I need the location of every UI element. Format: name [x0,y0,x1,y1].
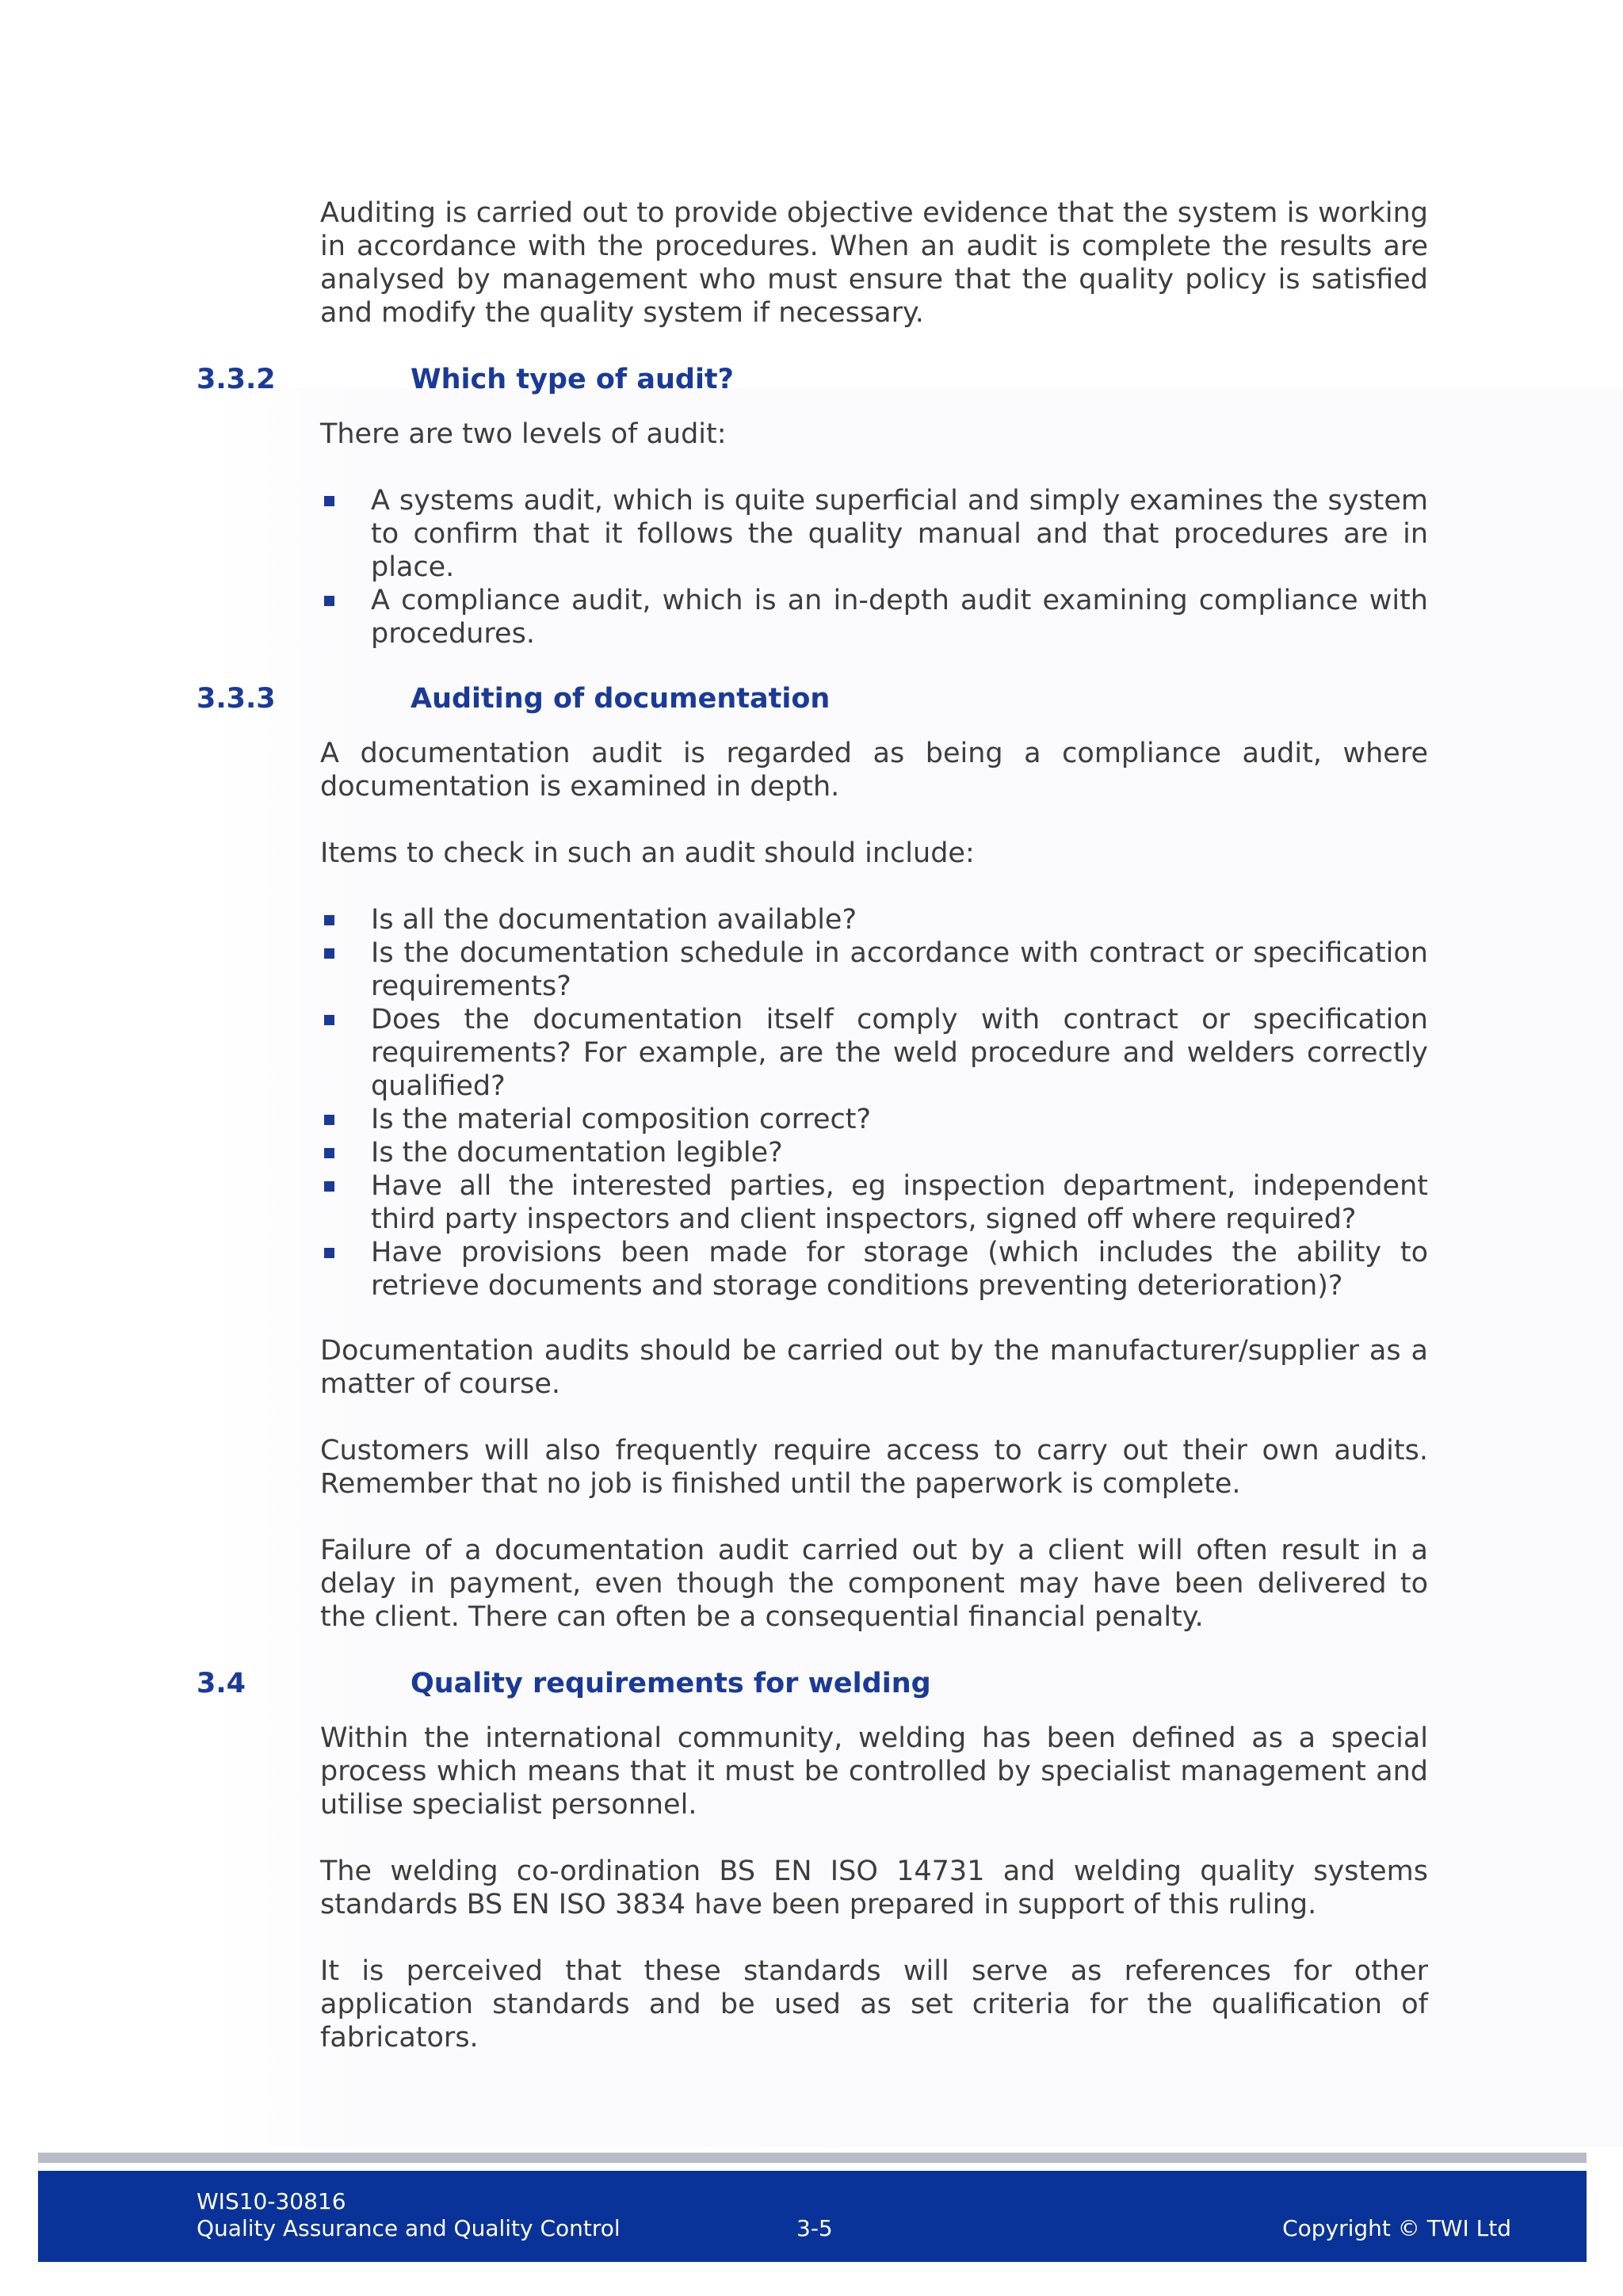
list-item: Does the documentation itself comply with contract or specification requirements? For example, are the weld procedure and welders correctly qualified? [320,1003,1428,1103]
footer-copyright: Copyright © TWI Ltd [1282,2215,1511,2241]
audit-levels-lead: There are two levels of audit: [320,418,727,450]
section-title: Which type of audit? [411,364,734,395]
items-to-check-lead: Items to check in such an audit should include: [320,837,975,869]
audit-levels-list [320,484,1428,650]
square-bullet-icon [324,915,334,925]
list-item: Have all the interested parties, eg inspection department, independent third party inspectors and client inspectors, signed off where required? [320,1169,1428,1236]
special-process-paragraph: Within the international community, welding has been defined as a special process which means that it must be controlled by specialist management and utilise specialist personnel. [320,1722,1428,1821]
footer-document-title: Quality Assurance and Quality Control [197,2215,621,2241]
section-number: 3.4 [197,1668,246,1699]
documentation-audit-paragraph: A documentation audit is regarded as being a compliance audit, where documentation is examined in depth. [320,738,1428,803]
footer-page-number: 3-5 [796,2215,833,2241]
list-item: Have provisions been made for storage (which includes the ability to retrieve documents and storage conditions preventing deterioration)? [320,1236,1428,1302]
footer-divider [38,2153,1587,2163]
list-item: A compliance audit, which is an in-depth audit examining compliance with procedures. [320,584,1428,650]
square-bullet-icon [324,1181,334,1192]
square-bullet-icon [324,948,334,959]
section-title: Quality requirements for welding [411,1668,931,1699]
footer-document-id: WIS10-30816 [197,2188,346,2214]
square-bullet-icon [324,1115,334,1125]
standards-paragraph: The welding co-ordination BS EN ISO 14731 and welding quality systems standards BS EN ISO 3834 have been prepared in support of this ruling. [320,1855,1428,1920]
section-number: 3.3.2 [197,364,276,395]
list-item: Is the material composition correct? [320,1103,1428,1136]
square-bullet-icon [324,496,334,506]
list-item: Is the documentation schedule in accordance with contract or specification requirements? [320,936,1428,1003]
section-number: 3.3.3 [197,683,276,715]
references-paragraph: It is perceived that these standards will serve as references for other application standards and be used as set criteria for the qualification of fabricators. [320,1955,1428,2054]
audit-failure-paragraph: Failure of a documentation audit carried out by a client will often result in a delay in payment, even though the component may have been delivered to the client. There can often be a consequential financial penalty. [320,1535,1428,1633]
list-item: A systems audit, which is quite superficial and simply examines the system to confirm that it follows the quality manual and that procedures are in place. [320,484,1428,584]
intro-paragraph: Auditing is carried out to provide objective evidence that the system is working in accordance with the procedures. When an audit is complete the results are analysed by management who must ensure that the quality policy is satisfied and modify the quality system if necessary. [320,197,1428,329]
customer-audits-paragraph: Customers will also frequently require access to carry out their own audits. Remember that no job is finished until the paperwork is complete. [320,1435,1428,1500]
square-bullet-icon [324,1148,334,1158]
square-bullet-icon [324,596,334,606]
list-item: Is the documentation legible? [320,1136,1428,1169]
square-bullet-icon [324,1015,334,1025]
page-footer [38,2171,1587,2262]
items-to-check-list [320,903,1428,1302]
documentation-audits-paragraph: Documentation audits should be carried out by the manufacturer/supplier as a matter of course. [320,1335,1428,1400]
section-title: Auditing of documentation [411,683,831,715]
square-bullet-icon [324,1248,334,1258]
list-item: Is all the documentation available? [320,903,1428,936]
